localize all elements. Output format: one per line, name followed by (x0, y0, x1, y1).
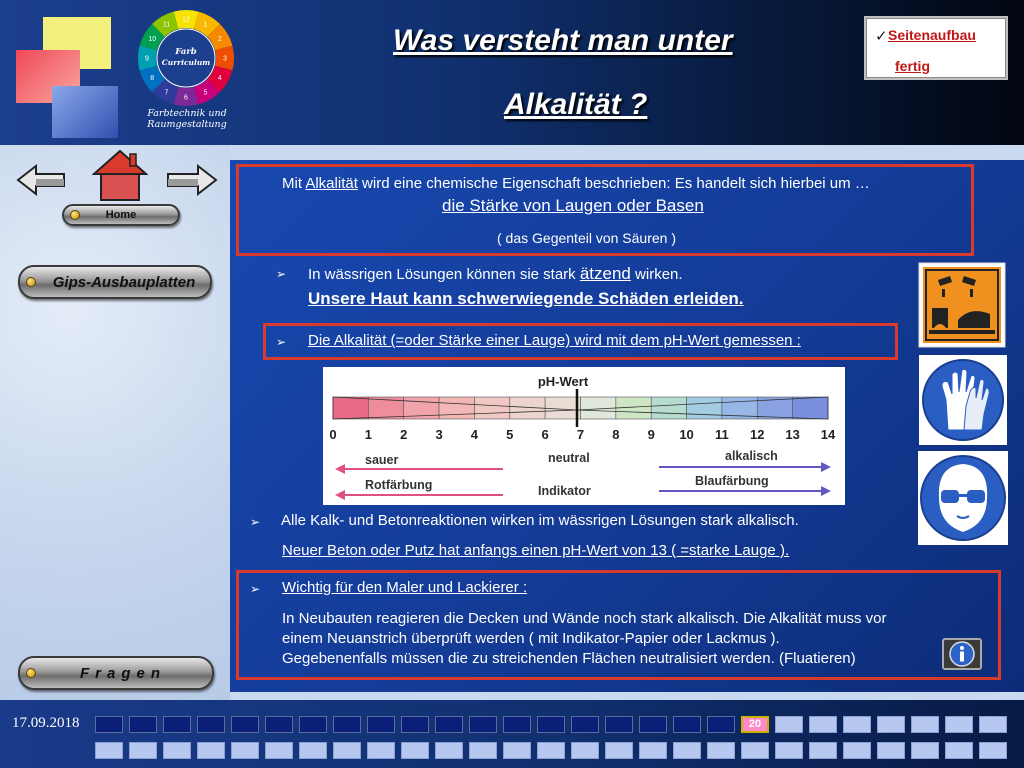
ph-sauer: sauer (365, 453, 399, 467)
slide-nav-square[interactable] (435, 742, 463, 759)
main-panel (230, 160, 1024, 692)
slide-nav-square[interactable] (605, 716, 633, 733)
slide-nav-square[interactable] (707, 742, 735, 759)
logo-wheel-number: 4 (217, 75, 222, 82)
ph-color-cell (651, 397, 686, 419)
maler-body-line-1: In Neubauten reagieren die Decken und Wände noch stark alkalisch. Die Alkalität muss vor (282, 610, 887, 627)
slide-nav-square[interactable] (639, 742, 667, 759)
slide-nav-square[interactable] (265, 716, 293, 733)
logo-title-2: Curriculum (161, 58, 211, 67)
aetzend-line (308, 264, 683, 284)
slide-nav-square[interactable] (469, 716, 497, 733)
slide-nav-square[interactable] (401, 716, 429, 733)
maler-heading: Wichtig für den Maler und Lackierer : (282, 579, 528, 596)
slide-nav-square[interactable] (979, 716, 1007, 733)
kalk-line: Alle Kalk- und Betonreaktionen wirken im wässrigen Lösungen stark alkalisch. (281, 512, 799, 529)
ph-number: 6 (541, 427, 549, 442)
maler-body-line-2: einem Neuanstrich überprüft werden ( mit Indikator-Papier oder Lackmus ). (282, 630, 780, 647)
definition-suffix: wird eine chemische Eigenschaft beschrieben: Es handelt sich hierbei um … (357, 175, 870, 192)
slide-nav-square[interactable] (673, 716, 701, 733)
aetzend-word: ätzend (579, 264, 631, 283)
slide-nav-square[interactable] (367, 716, 395, 733)
slide-nav-square[interactable] (809, 742, 837, 759)
slide-nav-square[interactable] (979, 742, 1007, 759)
ph-scale-diagram (323, 367, 845, 505)
ph-color-cell (474, 397, 509, 419)
slide-nav-square[interactable] (639, 716, 667, 733)
slide-nav-square[interactable] (95, 742, 123, 759)
definition-line (282, 175, 870, 192)
ph-neutral: neutral (548, 451, 590, 465)
wear-gloves-icon (918, 354, 1008, 446)
ph-number: 14 (820, 427, 836, 442)
slide-nav-square[interactable] (809, 716, 837, 733)
slide-nav-square[interactable] (775, 742, 803, 759)
seitenaufbau-link[interactable]: Seitenaufbau (888, 27, 976, 43)
slide-nav-square[interactable] (163, 742, 191, 759)
slide-nav-square[interactable] (95, 716, 123, 733)
slide-nav-square[interactable] (265, 742, 293, 759)
ph-number: 8 (612, 427, 620, 442)
logo-title-1: Farb (175, 47, 197, 57)
ph-number: 0 (329, 427, 337, 442)
beton-line: Neuer Beton oder Putz hat anfangs einen pH-Wert von 13 ( =starke Lauge ). (282, 542, 790, 559)
ph-number: 13 (785, 427, 800, 442)
slide-nav-square[interactable] (299, 742, 327, 759)
corrosive-hazard-icon (918, 262, 1006, 348)
ph-color-cell (545, 397, 580, 419)
logo-wheel-number: 6 (184, 94, 188, 102)
maler-body (282, 609, 982, 669)
slide-nav-square[interactable] (673, 742, 701, 759)
page-title-line-1: Was versteht man unter (393, 24, 733, 57)
header (0, 0, 1024, 145)
slide-nav-square[interactable] (911, 742, 939, 759)
logo-wheel-number: 12 (182, 16, 190, 24)
logo-wheel-number: 2 (217, 36, 222, 43)
bullet-arrow-icon: ➢ (276, 335, 287, 349)
slide-nav-square[interactable] (469, 742, 497, 759)
slide-nav-square[interactable] (231, 716, 259, 733)
slide-nav-square[interactable] (163, 716, 191, 733)
slide-nav-square[interactable] (503, 716, 531, 733)
slide-nav-square[interactable] (877, 742, 905, 759)
slide-nav-square[interactable] (129, 716, 157, 733)
arrow-left-icon[interactable] (16, 163, 66, 197)
check-icon: ✓ (875, 28, 888, 45)
ph-title: pH-Wert (537, 374, 589, 389)
slide-nav-square[interactable] (333, 742, 361, 759)
fragen-button[interactable] (18, 656, 214, 690)
definition-paren: ( das Gegenteil von Säuren ) (497, 230, 676, 246)
fragen-button-label: Fragen (79, 664, 166, 682)
ph-blaufaerbung: Blaufärbung (695, 474, 769, 488)
logo-wheel-number: 10 (148, 36, 157, 43)
ph-number: 1 (364, 427, 372, 442)
ph-number: 2 (400, 427, 408, 442)
ph-number: 9 (647, 427, 655, 442)
slide-nav-square[interactable] (197, 742, 225, 759)
ph-number: 4 (470, 427, 479, 442)
haut-warning: Unsere Haut kann schwerwiegende Schäden erleiden. (308, 289, 744, 308)
ph-color-cell (687, 397, 722, 419)
slide-nav-square[interactable] (401, 742, 429, 759)
ph-alkalisch: alkalisch (725, 449, 778, 463)
logo-wheel-number: 8 (150, 75, 155, 82)
slide-nav-square[interactable] (435, 716, 463, 733)
fertig-link[interactable]: fertig (895, 58, 930, 74)
farb-curriculum-logo (136, 8, 236, 108)
logo-wheel-number: 1 (203, 21, 208, 29)
bullet-arrow-icon: ➢ (276, 267, 287, 281)
slide-nav-square[interactable] (877, 716, 905, 733)
logo-caption (142, 108, 232, 130)
logo-wheel-number: 11 (162, 21, 171, 29)
ph-color-cell (439, 397, 474, 419)
slide-nav-square[interactable] (605, 742, 633, 759)
page-title-line-2: Alkalität ? (504, 88, 648, 121)
ph-rotfaerbung: Rotfärbung (365, 478, 433, 492)
slide-nav-square[interactable] (571, 742, 599, 759)
slide-nav-square[interactable] (911, 716, 939, 733)
wear-goggles-icon (917, 450, 1009, 546)
ph-number: 12 (750, 427, 765, 442)
home-house-icon[interactable] (92, 148, 148, 202)
logo-caption-1: Farbtechnik und (147, 108, 227, 119)
definition-prefix: Mit (282, 175, 306, 192)
aetzend-prefix: In wässrigen Lösungen können sie stark (308, 266, 580, 283)
ph-color-cell (793, 397, 828, 419)
slide-nav-square[interactable] (537, 742, 565, 759)
slide-nav-square[interactable] (197, 716, 225, 733)
ph-number: 11 (715, 427, 729, 442)
logo-caption-2: Raumgestaltung (147, 119, 227, 130)
bullet-arrow-icon: ➢ (250, 515, 261, 529)
slide-nav-square[interactable] (503, 742, 531, 759)
slide-nav-square[interactable] (741, 742, 769, 759)
ph-indikator: Indikator (538, 484, 591, 498)
footer (0, 700, 1024, 768)
slide-nav-square[interactable] (231, 742, 259, 759)
ph-color-cell (333, 397, 368, 419)
gips-ausbauplatten-button[interactable] (18, 265, 212, 299)
logo-wheel-number: 9 (145, 55, 149, 63)
slide-nav-current[interactable]: 20 (741, 716, 769, 733)
slide-nav-square[interactable] (299, 716, 327, 733)
definition-strong: die Stärke von Laugen oder Basen (442, 196, 704, 215)
ph-number: 3 (435, 427, 443, 442)
bullet-arrow-icon: ➢ (250, 582, 261, 596)
decor-square-blue (52, 86, 118, 138)
slide-nav-square[interactable] (945, 716, 973, 733)
aetzend-suffix: wirken. (630, 266, 683, 283)
info-button[interactable] (942, 638, 982, 670)
home-button[interactable] (62, 204, 180, 226)
slide-nav-square[interactable] (945, 742, 973, 759)
slide-nav-square[interactable] (775, 716, 803, 733)
sidebar (0, 145, 230, 700)
ph-number: 7 (576, 427, 585, 442)
ph-measure-line: Die Alkalität (=oder Stärke einer Lauge) wird mit dem pH-Wert gemessen : (308, 332, 801, 349)
arrow-right-icon[interactable] (166, 163, 218, 197)
ph-number: 5 (506, 427, 514, 442)
slide-nav-square[interactable] (367, 742, 395, 759)
slide-nav-square[interactable] (707, 716, 735, 733)
slide-nav-square[interactable] (129, 742, 157, 759)
home-button-label: Home (105, 209, 137, 221)
slide-nav-square[interactable] (571, 716, 599, 733)
gips-button-label: Gips-Ausbauplatten (52, 273, 196, 291)
slide-nav-square[interactable] (537, 716, 565, 733)
slide-nav-square[interactable] (333, 716, 361, 733)
logo-wheel-number: 3 (223, 55, 227, 63)
slide-nav-square[interactable] (843, 716, 871, 733)
nav-box (864, 16, 1008, 80)
footer-date: 17.09.2018 (12, 715, 80, 731)
slide-nav-square[interactable] (843, 742, 871, 759)
alkalitaet-word: Alkalität (305, 175, 358, 192)
logo-wheel-number: 7 (164, 89, 169, 97)
info-icon (944, 640, 980, 668)
ph-number: 10 (679, 427, 694, 442)
logo-wheel-number: 5 (203, 89, 208, 97)
maler-body-line-3: Gegebenenfalls müssen die zu streichenden Flächen neutralisiert werden. (Fluatieren) (282, 650, 856, 667)
